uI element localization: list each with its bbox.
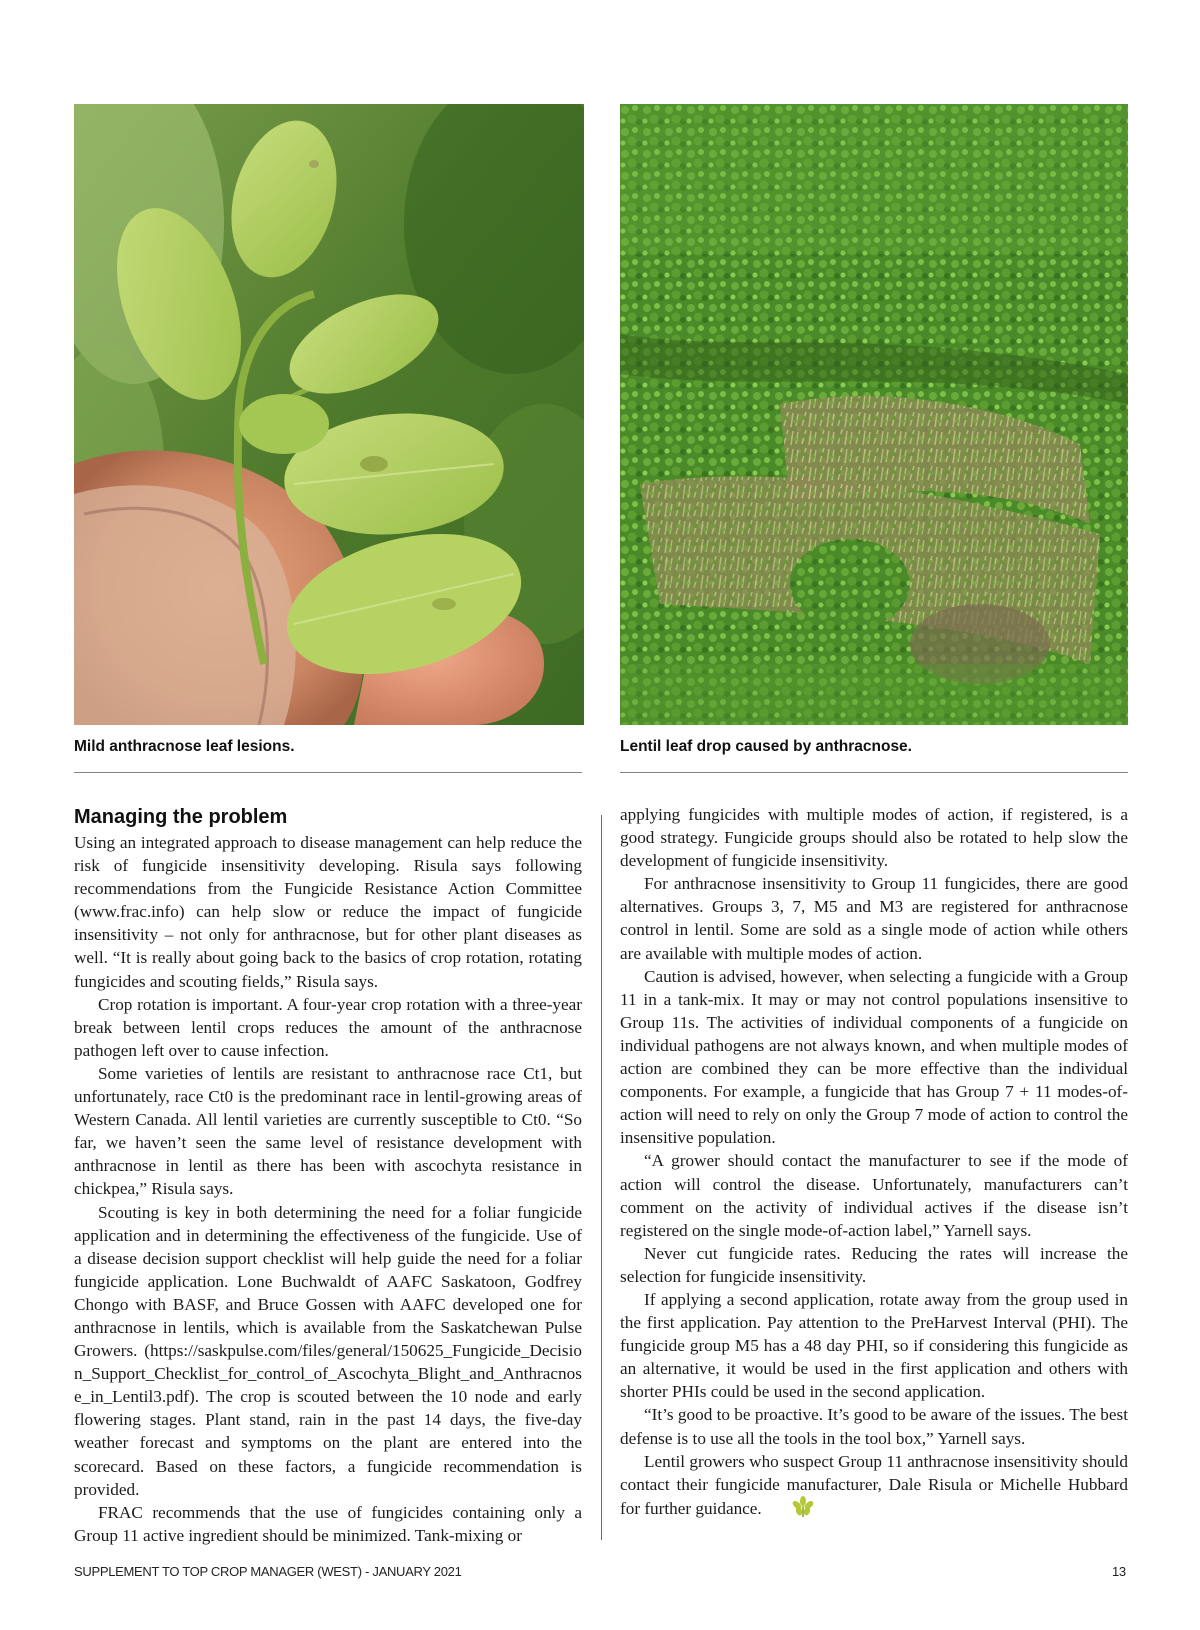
paragraph: For anthracnose insensitivity to Group 11 fungicides, there are good alternatives. Groups 3, 7, M5 and M3 are registered for anthracnose control in lentil. Some are sold as a single mode of action while others are available with multiple modes of action. — [620, 874, 1128, 963]
paragraph: Using an integrated approach to disease management can help reduce the risk of fungicide insensitivity developing. Risula says following recommendations from the Fungicide Resistance Action Committee (www.frac.info) can help slow or reduce the impact of fungicide insensitivity – not only for anthracnose, but for other plant diseases as well. “It is really about going back to the basics of crop rotation, rotating fungicides and scouting fields,” Risula says. — [74, 833, 582, 991]
column-divider — [601, 815, 602, 1540]
paragraph-text: ). The crop is scouted between the 10 node and early flowering stages. Plant stand, rain in the past 14 days, the five-day weather forecast and symptoms on the plant are entered into the scorecard. Based on these factors, a fungicide recommendation is provided. — [74, 1387, 582, 1499]
paragraph-text: Lentil growers who suspect Group 11 anthracnose insensitivity should contact their fungicide manufacturer, Dale Risula or Michelle Hubbard for further guidance. — [620, 1451, 1128, 1518]
caption-divider-right — [620, 772, 1128, 773]
caption-leaf-drop: Lentil leaf drop caused by anthracnose. — [620, 738, 912, 755]
paragraph: “It’s good to be proactive. It’s good to be aware of the issues. The best defense is to use all the tools in the tool box,” Yarnell says. — [620, 1405, 1128, 1448]
caption-divider-left — [74, 772, 582, 773]
page-number: 13 — [1112, 1564, 1126, 1579]
leaf-end-mark-icon — [768, 1496, 814, 1524]
paragraph: Crop rotation is important. A four-year crop rotation with a three-year break between lentil crops reduces the amount of the anthracnose pathogen left over to cause infection. — [74, 994, 582, 1060]
photo-leaf-lesions — [74, 104, 584, 725]
paragraph-with-link — [74, 1201, 582, 1501]
photo-leaf-drop-field — [620, 104, 1128, 725]
article-column-right — [620, 803, 1128, 1524]
footer-publication: SUPPLEMENT TO TOP CROP MANAGER (WEST) - JANUARY 2021 — [74, 1564, 462, 1579]
leaf-drop-field-image — [620, 104, 1128, 725]
paragraph-final — [620, 1450, 1128, 1524]
section-heading: Managing the problem — [74, 806, 288, 828]
paragraph: Caution is advised, however, when selecting a fungicide with a Group 11 in a tank-mix. It may or may not control populations insensitive to Group 11s. The activities of individual components of a fungicide on individual pathogens are not always known, and when multiple modes of action are combined they can be more effective than the individual components. For example, a fungicide that has Group 7 + 11 modes-of-action will need to rely on only the Group 7 mode of action to control the insensitive population. — [620, 966, 1128, 1148]
paragraph: Never cut fungicide rates. Reducing the rates will increase the selection for fungicide insensitivity. — [620, 1243, 1128, 1286]
paragraph-text: Scouting is key in both determining the need for a foliar fungicide application and in determining the effectiveness of the fungicide. Use of a disease decision support checklist will help guide the need for a foliar fungicide application. Lone Buchwaldt of AAFC Saskatoon, Godfrey Chongo with BASF, and Bruce Gossen with AAFC developed one for anthracnose in lentils, which is available from the Saskatchewan Pulse Growers. ( — [74, 1202, 582, 1361]
caption-leaf-lesions: Mild anthracnose leaf lesions. — [74, 738, 295, 755]
paragraph: Some varieties of lentils are resistant to anthracnose race Ct1, but unfortunately, race Ct0 is the predominant race in lentil-growing areas of Western Canada. All lentil varieties are currently susceptible to Ct0. “So far, we haven’t seen the same level of resistance development with anthracnose in lentil as there has been with ascochyta resistance in chickpea,” Risula says. — [74, 1063, 582, 1199]
article-column-left — [74, 803, 582, 1547]
paragraph: If applying a second application, rotate away from the group used in the first application. Pay attention to the PreHarvest Interval (PHI). The fungicide group M5 has a 48 day PHI, so if considering this fungicide as an alternative, it would be used in the first application and others with shorter PHIs could be used in the second application. — [620, 1289, 1128, 1402]
leaf-lesions-image — [74, 104, 584, 725]
checklist-url: https://saskpulse.com/files/general/150625_Fungicide_Decision_Support_Checklist_for_control_of_Ascochyta_Blight_and_Anthracnose_in_Lentil3.pdf — [74, 1341, 582, 1407]
paragraph: FRAC recommends that the use of fungicides containing only a Group 11 active ingredient should be minimized. Tank-mixing or — [74, 1502, 582, 1545]
paragraph: “A grower should contact the manufacturer to see if the mode of action will control the disease. Unfortunately, manufacturers can’t comment on the activity of individual actives if the disease isn’t registered on the single mode-of-action label,” Yarnell says. — [620, 1151, 1128, 1240]
paragraph-continued: applying fungicides with multiple modes of action, if registered, is a good strategy. Fungicide groups should also be rotated to help slow the development of fungicide insensitivity. — [620, 805, 1128, 871]
